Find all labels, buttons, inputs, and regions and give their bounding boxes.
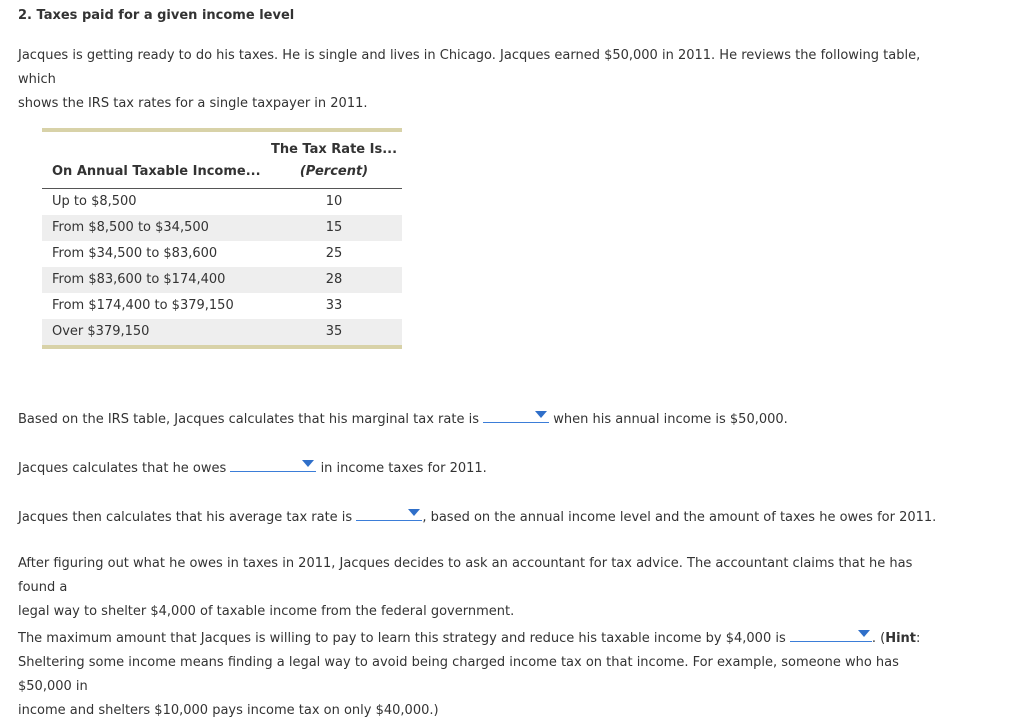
chevron-down-icon bbox=[858, 630, 870, 637]
average-rate-dropdown[interactable] bbox=[356, 504, 422, 521]
table-row bbox=[42, 267, 402, 293]
rate-header-line1: The Tax Rate Is... bbox=[270, 142, 398, 157]
marginal-rate-dropdown[interactable] bbox=[483, 406, 549, 423]
q1-text-before: Based on the IRS table, Jacques calculates that his marginal tax rate is bbox=[18, 412, 484, 427]
question-taxes-owed bbox=[18, 455, 948, 481]
table-header bbox=[42, 132, 402, 189]
tax-rate-table bbox=[42, 128, 402, 349]
chevron-down-icon bbox=[535, 411, 547, 418]
chevron-down-icon bbox=[302, 460, 314, 467]
para4-line-2: legal way to shelter $4,000 of taxable income from the federal government. bbox=[18, 604, 515, 619]
table-row bbox=[42, 319, 402, 345]
taxes-owed-dropdown[interactable] bbox=[230, 455, 316, 472]
table-row bbox=[42, 293, 402, 319]
question-average-rate bbox=[18, 504, 948, 530]
table-row bbox=[42, 215, 402, 241]
chevron-down-icon bbox=[408, 509, 420, 516]
max-payment-dropdown[interactable] bbox=[790, 625, 872, 642]
rate-cell: 10 bbox=[325, 194, 343, 209]
intro-paragraph bbox=[18, 44, 948, 116]
income-cell: Up to $8,500 bbox=[52, 194, 137, 209]
hint-colon: : bbox=[916, 631, 921, 646]
q5-period: . ( bbox=[871, 631, 886, 646]
income-cell: From $8,500 to $34,500 bbox=[52, 220, 209, 235]
intro-line-2: shows the IRS tax rates for a single taxpayer in 2011. bbox=[18, 96, 368, 111]
income-cell: From $83,600 to $174,400 bbox=[52, 272, 226, 287]
intro-line-1: Jacques is getting ready to do his taxes. He is single and lives in Chicago. Jacques earned $50,000 in 2011. He reviews the following table, which bbox=[18, 48, 921, 87]
question-heading: 2. Taxes paid for a given income level bbox=[18, 8, 295, 23]
hint-label: Hint bbox=[885, 631, 917, 646]
para4-line-1: After figuring out what he owes in taxes in 2011, Jacques decides to ask an accountant for tax advice. The accountant claims that he has found a bbox=[18, 556, 913, 595]
rate-header-line2: (Percent) bbox=[299, 164, 369, 179]
rate-cell: 15 bbox=[325, 220, 343, 235]
income-cell: Over $379,150 bbox=[52, 324, 150, 339]
table-row bbox=[42, 189, 402, 215]
q2-text-after: in income taxes for 2011. bbox=[316, 461, 487, 476]
q1-text-after: when his annual income is $50,000. bbox=[549, 412, 788, 427]
accountant-paragraph bbox=[18, 552, 948, 624]
rate-cell: 33 bbox=[325, 298, 343, 313]
question-max-payment bbox=[18, 625, 948, 723]
q3-text-after: , based on the annual income level and the amount of taxes he owes for 2011. bbox=[422, 510, 937, 525]
q3-text-before: Jacques then calculates that his average tax rate is bbox=[18, 510, 357, 525]
q5-text-before: The maximum amount that Jacques is willing to pay to learn this strategy and reduce his taxable income by $4,000 is bbox=[18, 631, 790, 646]
hint-line-2: Sheltering some income means finding a legal way to avoid being charged income tax on that income. For example, someone who has $50,000 in bbox=[18, 655, 899, 694]
rate-cell: 25 bbox=[325, 246, 343, 261]
income-header: On Annual Taxable Income... bbox=[52, 164, 261, 179]
table-row bbox=[42, 241, 402, 267]
q2-text-before: Jacques calculates that he owes bbox=[18, 461, 231, 476]
income-cell: From $34,500 to $83,600 bbox=[52, 246, 218, 261]
income-cell: From $174,400 to $379,150 bbox=[52, 298, 234, 313]
rate-cell: 35 bbox=[325, 324, 343, 339]
hint-line-3: income and shelters $10,000 pays income tax on only $40,000.) bbox=[18, 703, 439, 718]
rate-cell: 28 bbox=[325, 272, 343, 287]
question-marginal-rate bbox=[18, 406, 948, 432]
